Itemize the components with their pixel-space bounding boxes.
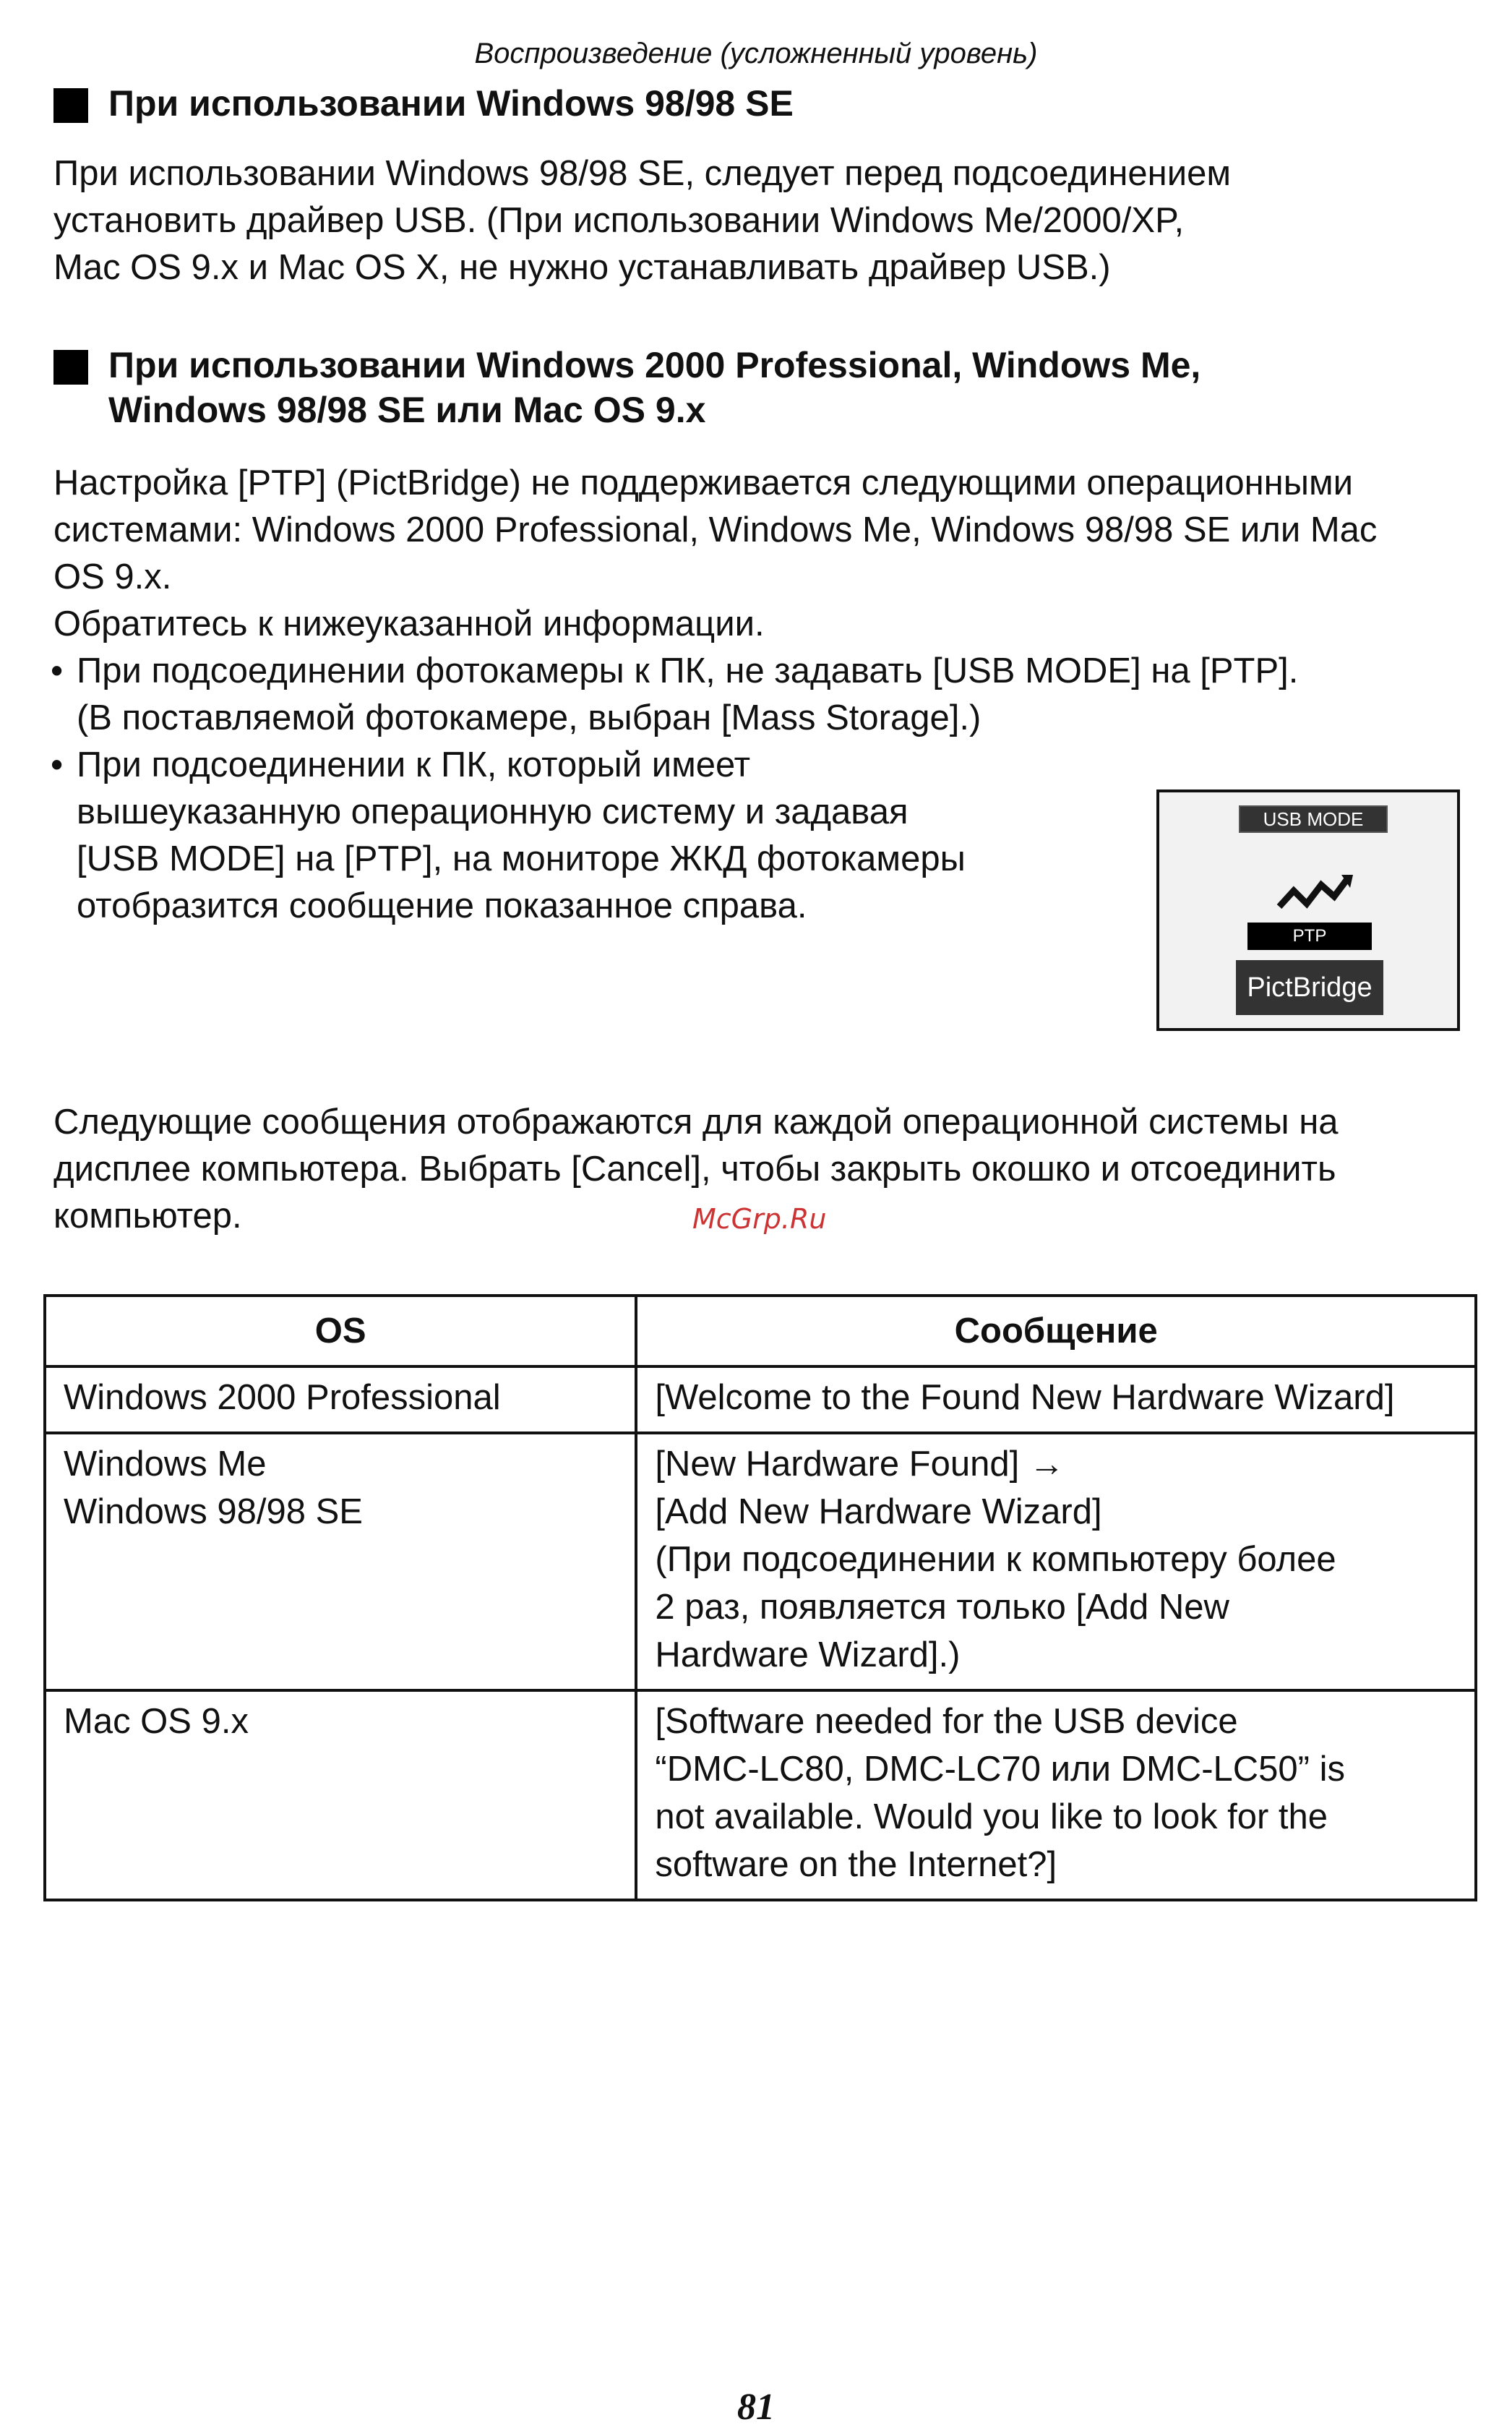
list-item xyxy=(51,648,1489,742)
section-heading-win98 xyxy=(53,81,1485,126)
win98-driver-paragraph xyxy=(53,150,1485,291)
message-line: not available. Would you like to look for the xyxy=(655,1797,1328,1836)
page-number: 81 xyxy=(737,2387,775,2428)
black-square-icon xyxy=(53,88,88,123)
bullet-line: При подсоединении к ПК, который имеет xyxy=(77,745,751,784)
ptp-label: PTP xyxy=(1247,923,1372,950)
paragraph-line: Следующие сообщения отображаются для каждой операционной системы на xyxy=(53,1103,1339,1142)
os-message-table xyxy=(43,1294,1477,1901)
os-cell xyxy=(45,1690,636,1900)
message-line: Hardware Wizard].) xyxy=(655,1635,961,1674)
paragraph-line: OS 9.x. xyxy=(53,557,172,596)
bullet-line: (В поставляемой фотокамере, выбран [Mass Storage].) xyxy=(77,698,981,737)
bullet-line: При подсоединении фотокамеры к ПК, не задавать [USB MODE] на [PTP]. xyxy=(77,651,1299,690)
section-heading-ptp-unsupported xyxy=(53,343,1485,432)
bullet-icon: • xyxy=(51,745,64,784)
bullet-line: отобразится сообщение показанное справа. xyxy=(77,886,807,925)
pictbridge-icon xyxy=(1275,872,1354,915)
black-square-icon xyxy=(53,350,88,385)
table-row xyxy=(45,1690,1476,1900)
table-row xyxy=(45,1366,1476,1433)
os-cell xyxy=(45,1433,636,1690)
camera-lcd-screen xyxy=(1156,789,1460,1031)
message-line: [New Hardware Found] → xyxy=(655,1445,1065,1484)
message-line: [Software needed for the USB device xyxy=(655,1702,1238,1741)
message-cell xyxy=(636,1366,1476,1433)
column-header-os: OS xyxy=(45,1296,636,1366)
paragraph-line: дисплее компьютера. Выбрать [Cancel], чтобы закрыть окошко и отсоединить xyxy=(53,1150,1336,1189)
os-name: Mac OS 9.x xyxy=(64,1702,249,1741)
paragraph-line: системами: Windows 2000 Professional, Windows Me, Windows 98/98 SE или Mac xyxy=(53,510,1378,549)
os-name: Windows Me xyxy=(64,1445,267,1484)
usb-mode-title: USB MODE xyxy=(1239,805,1388,833)
paragraph-line: Mac OS 9.x и Mac OS X, не нужно устанавливать драйвер USB.) xyxy=(53,248,1111,287)
message-line: [Welcome to the Found New Hardware Wizard] xyxy=(655,1378,1395,1417)
message-line: software on the Internet?] xyxy=(655,1845,1057,1884)
section-heading-line: Windows 98/98 SE или Mac OS 9.x xyxy=(108,390,706,430)
os-cell xyxy=(45,1366,636,1433)
running-header: Воспроизведение (усложненный уровень) xyxy=(474,38,1038,69)
bullet-icon: • xyxy=(51,651,64,690)
bullet-line: вышеуказанную операционную систему и задавая xyxy=(77,792,909,831)
column-header-message: Сообщение xyxy=(636,1296,1476,1366)
bullet-line: [USB MODE] на [PTP], на мониторе ЖКД фотокамеры xyxy=(77,839,966,878)
paragraph-line: Обратитесь к нижеуказанной информации. xyxy=(53,604,765,643)
section-heading-text: При использовании Windows 98/98 SE xyxy=(108,83,794,124)
paragraph-line: При использовании Windows 98/98 SE, следует перед подсоединением xyxy=(53,154,1232,193)
pictbridge-label: PictBridge xyxy=(1236,960,1383,1015)
message-line: (При подсоединении к компьютеру более xyxy=(655,1540,1336,1579)
table-row xyxy=(45,1433,1476,1690)
message-cell xyxy=(636,1433,1476,1690)
section-heading-line: При использовании Windows 2000 Professional, Windows Me, xyxy=(108,345,1201,385)
table-header-row xyxy=(45,1296,1476,1366)
ptp-unsupported-paragraph xyxy=(53,460,1485,648)
message-line: [Add New Hardware Wizard] xyxy=(655,1492,1102,1531)
os-name: Windows 2000 Professional xyxy=(64,1378,501,1417)
watermark: McGrp.Ru xyxy=(692,1203,827,1235)
message-line: “DMC-LC80, DMC-LC70 или DMC-LC50” is xyxy=(655,1750,1345,1789)
os-name: Windows 98/98 SE xyxy=(64,1492,363,1531)
message-line: 2 раз, появляется только [Add New xyxy=(655,1588,1229,1627)
list-item xyxy=(51,742,1161,930)
paragraph-line: компьютер. xyxy=(53,1197,242,1236)
paragraph-line: Настройка [PTP] (PictBridge) не поддерживается следующими операционными xyxy=(53,463,1353,502)
message-cell xyxy=(636,1690,1476,1900)
paragraph-line: установить драйвер USB. (При использовании Windows Me/2000/XP, xyxy=(53,201,1185,240)
